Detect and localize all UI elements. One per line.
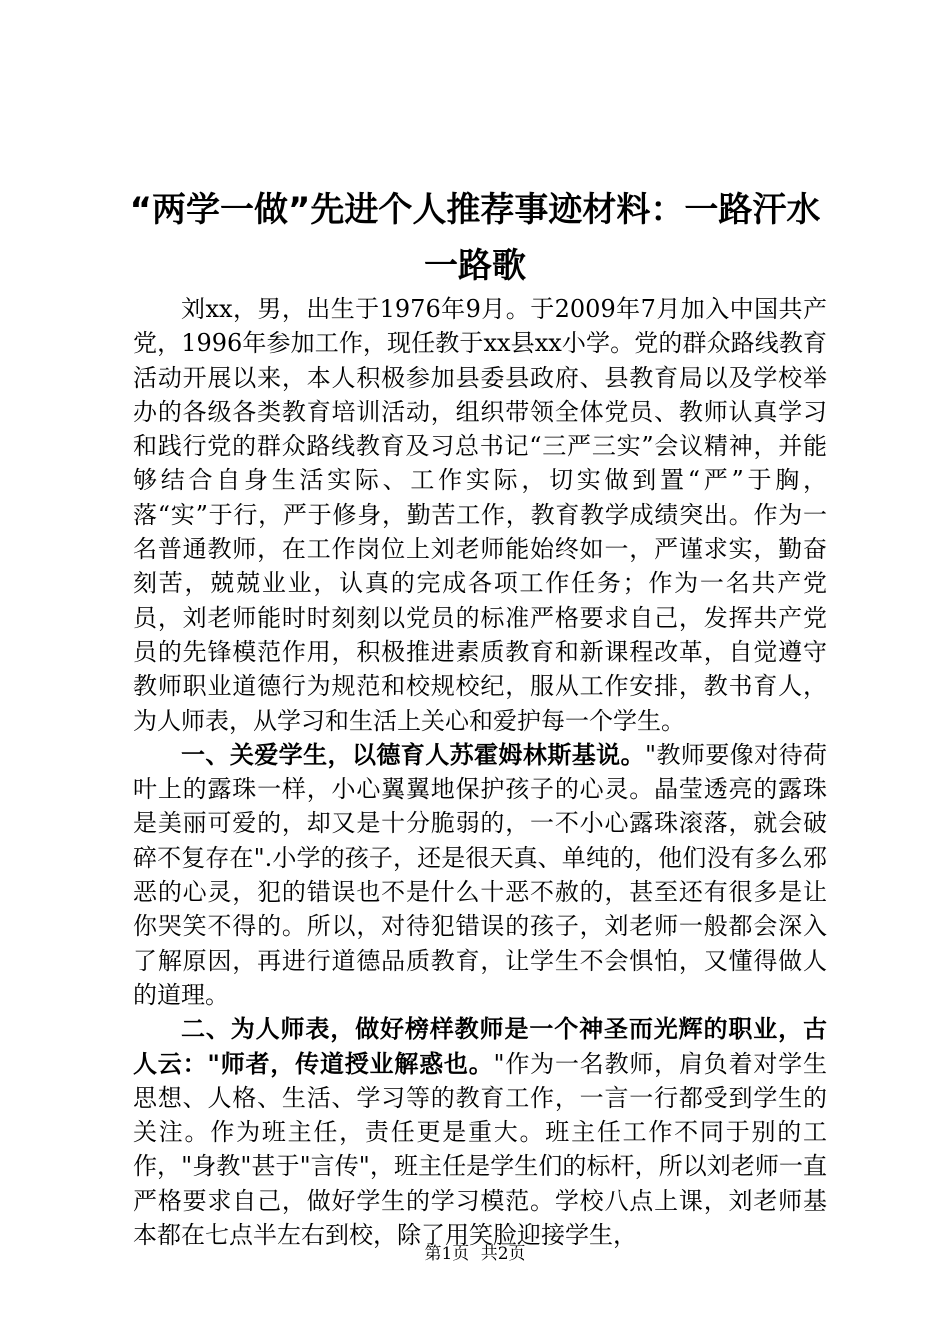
paragraph-text: "教师要像对待荷叶上的露珠一样，小心翼翼地保护孩子的心灵。晶莹透亮的露珠是美丽可爱的，却又是十分脆弱的，一不小心露珠滚落，就会破碎不复存在".小学的孩子，还是很天真、单纯的，他们没有多么邪恶的心灵，犯的错误也不是什么十恶不赦的，甚至还有很多是让你哭笑不得的。所以，对待犯错误的孩子，刘老师一般都会深入了解原因，再进行道德品质教育，让学生不会惧怕，又懂得做人的道理。 <box>133 740 828 1009</box>
paragraph-text: 刘xx，男，出生于1976年9月。于2009年7月加入中国共产党，1996年参加工作，现任教于xx县xx小学。党的群众路线教育活动开展以来，本人积极参加县委县政府、县教育局以及学校举办的各级各类教育培训活动，组织带领全体党员、教师认真学习和践行党的群众路线教育及习总书记“三严三实”会议精神，并能够结合自身生活实际、工作实际，切实做到置“严”于胸，落“实”于行，严于修身，勤苦工作，教育教学成绩突出。作为一名普通教师，在工作岗位上刘老师能始终如一，严谨求实，勤奋刻苦，兢兢业业，认真的完成各项工作任务；作为一名共产党员，刘老师能时时刻刻以党员的标准严格要求自己，发挥共产党员的先锋模范作用，积极推进素质教育和新课程改革，自觉遵守教师职业道德行为规范和校规校纪，服从工作安排，教书育人，为人师表，从学习和生活上关心和爱护每一个学生。 <box>133 295 827 735</box>
document-body <box>133 292 827 1252</box>
section-heading: 二、为人师表，做好榜样教师是一个神圣而光辉的职业，古人云："师者，传道授业解惑也。 <box>133 1015 827 1078</box>
paragraph-section-2 <box>133 1012 827 1252</box>
paragraph-section-1 <box>133 738 827 1012</box>
page-footer <box>0 1242 950 1266</box>
document-title: “两学一做”先进个人推荐事迹材料：一路汗水一路歌 <box>129 190 821 286</box>
page-number-current: 第1页 <box>424 1244 470 1264</box>
paragraph-intro <box>133 292 827 738</box>
paragraph-text: "作为一名教师，肩负着对学生思想、人格、生活、学习等的教育工作，一言一行都受到学生的关注。作为班主任，责任更是重大。班主任工作不同于别的工作，"身教"甚于"言传"，班主任是学生们的标杆，所以刘老师一直严格要求自己，做好学生的学习模范。学校八点上课，刘老师基本都在七点半左右到校，除了用笑脸迎接学生， <box>133 1049 827 1250</box>
page-number-total: 共2页 <box>480 1244 526 1264</box>
section-heading: 一、关爱学生，以德育人苏霍姆林斯基说。 <box>181 740 646 769</box>
